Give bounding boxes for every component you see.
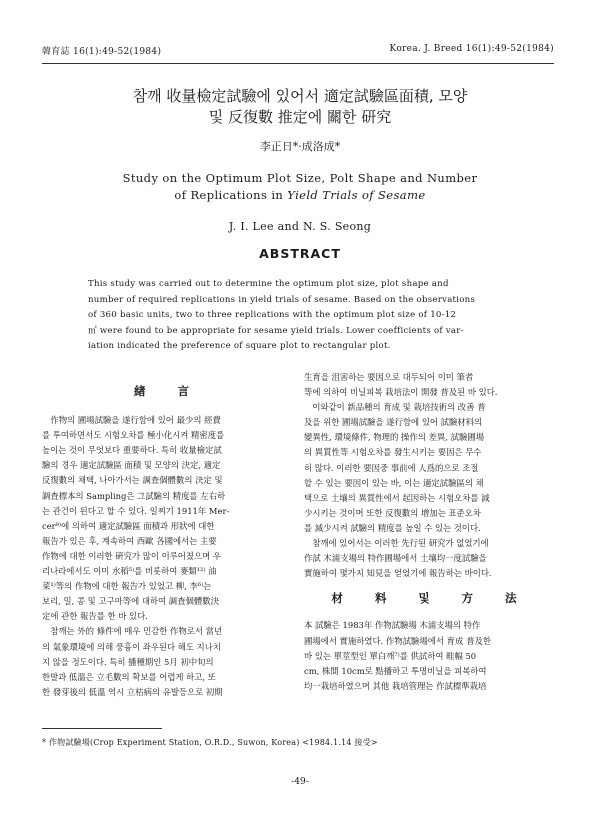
right-line: 少시키는 것이며 또한 反復數의 增加는 표준오차: [304, 507, 481, 518]
intro-line: 驗의 경우 適定試驗區 面積 및 모양의 決定, 適定: [42, 460, 221, 471]
intro-line: 의 氣象環境에 의해 풍흉이 좌우된다 해도 지나치: [42, 641, 221, 652]
abstract-line: iation indicated the preference of square plot to rectangular plot.: [88, 341, 391, 352]
intro-line: 참깨는 外的 條件에 매우 민감한 作物로서 當년: [42, 626, 223, 637]
right-column: [304, 370, 558, 694]
intro-line: 는 관건이 된다고 할 수 있다. 일찌기 1911年 Mer-: [42, 505, 230, 516]
abstract-line: number of required replications in yield trials of sesame. Based on the observations: [88, 294, 476, 305]
intro-line: 를 투여하면서도 시험오차를 極小化시켜 精密度를: [42, 430, 225, 441]
right-line: 實施하여 몇가지 知見을 얻었기에 報告하는 바이다.: [304, 568, 492, 579]
intro-line: 報告가 있은 후, 계속하여 西歐 各國에서는 主要: [42, 535, 217, 546]
intro-line: 作物의 圃場試驗을 遂行함에 있어 最少의 經費: [42, 415, 221, 426]
intro-line: 한발과 低溫은 立毛數의 확보를 어렵게 하고, 또: [42, 671, 216, 682]
intro-line: 보리, 밀, 콩 및 고구마等에 대하여 調査個體數決: [42, 596, 220, 607]
intro-line: 定에 관한 報告를 한 바 있다.: [42, 611, 148, 622]
left-column: [42, 370, 295, 700]
intro-line: 리나라에서도 이미 水稻⁵⁾를 비롯하여 麥類¹²⁾ 油: [42, 566, 217, 577]
intro-line: 菜¹⁾等의 作物에 대한 報告가 있었고 柳, 李⁶⁾는: [42, 581, 212, 592]
right-line: 를 減少시켜 試驗의 精度를 높일 수 있는 것이다.: [304, 522, 481, 533]
running-header-left: 韓育誌 16(1):49-52(1984): [42, 47, 162, 57]
english-title-line-1: Study on the Optimum Plot Size, Polt Shape and Number: [122, 171, 478, 185]
korean-authors: 李正日*·成洛成*: [259, 140, 341, 153]
right-line: 作試 木浦支場의 特作圃場에서 土壤均一度試驗을: [304, 553, 487, 564]
methods-line: 바 있는 單莖型인 單白깨⁷⁾를 供試하여 畦幅 50: [304, 650, 477, 661]
english-title: [0, 170, 600, 204]
intro-line: 지 않을 정도이다. 특히 播種期인 5月 初中旬의: [42, 656, 214, 667]
intro-line: 作物에 대한 이러한 硏究가 많이 이루어졌으며 우: [42, 550, 221, 561]
header-rule: [42, 63, 554, 64]
english-authors: J. I. Lee and N. S. Seong: [228, 220, 372, 233]
intro-line: 反復數의 채택, 나아가서는 調査個體數의 決定 및: [42, 475, 223, 486]
methods-section-title: 材 料 및 方 法: [331, 591, 531, 606]
right-line: 生育을 沮害하는 要因으로 대두되어 이미 筆者: [304, 372, 474, 382]
right-line: 等에 의하여 비닐피복 栽培法이 開發 普及된 바 있다.: [304, 387, 498, 398]
intro-line: cer⁹⁾에 의하여 適定試驗區 面積과 形狀에 대한: [42, 520, 215, 531]
english-title-line-2: [0, 187, 600, 204]
right-line: 히 많다. 이러한 要因중 事前에 人爲的으로 조절: [304, 462, 479, 473]
intro-section-title: 緖 言: [133, 384, 203, 398]
footnote-rule: [42, 728, 162, 729]
right-line: 의 異質性等 시험오차를 發生시키는 要因은 무수: [304, 447, 482, 458]
abstract-line: of 360 basic units, two to three replications with the optimum plot size of 10-12: [88, 310, 457, 321]
methods-text: [304, 618, 558, 693]
abstract-heading: ABSTRACT: [259, 246, 341, 261]
korean-title: [0, 86, 600, 128]
right-line: 할 수 있는 要因이 있는 바, 이는 適定試驗區의 채: [304, 477, 484, 488]
abstract-body: [88, 277, 508, 355]
methods-line: 圃場에서 實施하였다. 作物試驗場에서 育成 普及한: [304, 635, 491, 646]
intro-text: [42, 413, 295, 700]
right-column-text: [304, 370, 558, 581]
korean-title-line-1: 참깨 收量檢定試驗에 있어서 適定試驗區面積, 모양: [132, 87, 468, 105]
right-line: 變異性, 環境條件, 物理的 操作의 差異, 試驗圃場: [304, 432, 485, 443]
intro-line: 調査標本의 Sampling은 그試驗의 精度를 左右하: [42, 490, 226, 501]
abstract-line: ㎡ were found to be appropriate for sesame yield trials. Lower coefficients of var-: [88, 325, 464, 336]
intro-line: 한 發芽後의 低溫 역시 立枯病의 유발등으로 初期: [42, 686, 223, 697]
abstract-line: This study was carried out to determine the optimum plot size, plot shape and: [88, 279, 449, 289]
page-number: -49-: [291, 777, 309, 787]
right-line: 참깨에 있어서는 이러한 先行된 研究가 없었기에: [304, 538, 489, 549]
right-line: 택으로 土壤의 異質性에서 起因하는 시험오차를 減: [304, 492, 490, 503]
korean-title-line-2: 및 反復數 推定에 關한 研究: [208, 108, 392, 126]
right-line: 及을 위한 圃場試驗을 遂行함에 있어 試驗材料의: [304, 417, 483, 428]
running-header-right: Korea. J. Breed 16(1):49-52(1984): [389, 44, 554, 54]
right-line: 이와같이 新品種의 育成 및 栽培技術의 改善 普: [304, 402, 486, 413]
methods-line: cm, 株間 10cm로 點播하고 투명비닐을 피복하여: [304, 665, 487, 676]
english-title-line-2-em: Yield Trials of Sesame: [287, 188, 426, 202]
methods-line: 均一栽培하였으며 其他 栽培管理는 作試標準栽培: [304, 680, 487, 691]
footnote: * 作物試驗場(Crop Experiment Station, O.R.D., Suwon, Korea) <1984.1.14 接受>: [42, 738, 378, 747]
methods-line: 本 試驗은 1983年 作物試驗場 木浦支場의 特作: [304, 620, 481, 631]
intro-line: 높이는 것이 무엇보다 重要하다. 특히 收量檢定試: [42, 445, 222, 456]
english-title-line-2-pre: of Replications in: [174, 188, 284, 202]
